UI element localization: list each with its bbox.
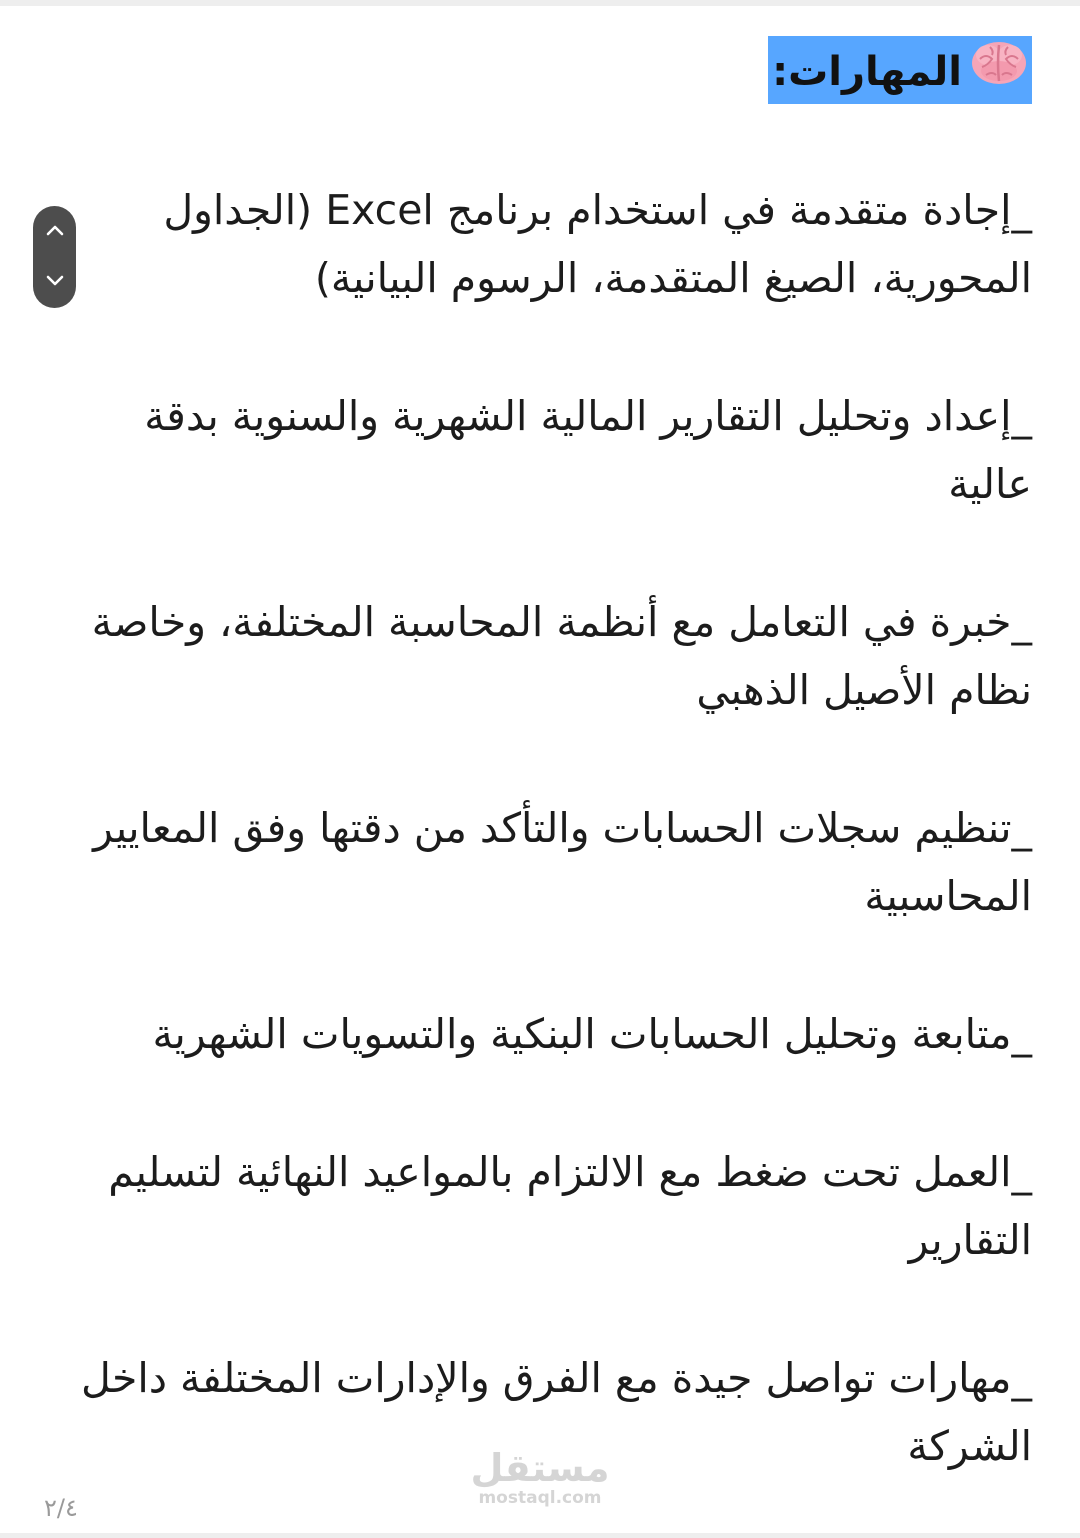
page-indicator: ٢/٤ — [44, 1494, 78, 1522]
skill-item: _تنظيم سجلات الحسابات والتأكد من دقتها وفق المعايير المحاسبية — [93, 804, 1032, 920]
skills-list — [80, 176, 1032, 1480]
page-navigation-control — [33, 206, 76, 308]
skill-item: _مهارات تواصل جيدة مع الفرق والإدارات المختلفة داخل الشركة — [80, 1354, 1032, 1470]
skill-item: _إجادة متقدمة في استخدام برنامج Excel (الجداول المحورية، الصيغ المتقدمة، الرسوم البيانية) — [163, 186, 1032, 302]
skill-item: _العمل تحت ضغط مع الالتزام بالمواعيد النهائية لتسليم التقارير — [108, 1148, 1032, 1264]
skill-item: _إعداد وتحليل التقارير المالية الشهرية والسنوية بدقة عالية — [144, 392, 1032, 508]
watermark-arabic: مستقل — [470, 1446, 610, 1490]
bottom-border — [0, 1533, 1080, 1538]
brain-icon — [970, 37, 1028, 108]
next-page-button[interactable] — [33, 257, 76, 308]
document-content — [80, 36, 1032, 1480]
chevron-down-icon — [45, 273, 65, 292]
section-heading-label: المهارات: — [772, 49, 962, 95]
chevron-up-icon — [45, 222, 65, 241]
section-heading — [768, 36, 1032, 104]
previous-page-button[interactable] — [33, 206, 76, 257]
skill-item: _خبرة في التعامل مع أنظمة المحاسبة المختلفة، وخاصة نظام الأصيل الذهبي — [91, 598, 1032, 714]
watermark-latin: mostaql.com — [478, 1488, 602, 1508]
top-border — [0, 0, 1080, 6]
mostaql-watermark — [470, 1448, 610, 1508]
skill-item: _متابعة وتحليل الحسابات البنكية والتسويات الشهرية — [152, 1010, 1032, 1058]
